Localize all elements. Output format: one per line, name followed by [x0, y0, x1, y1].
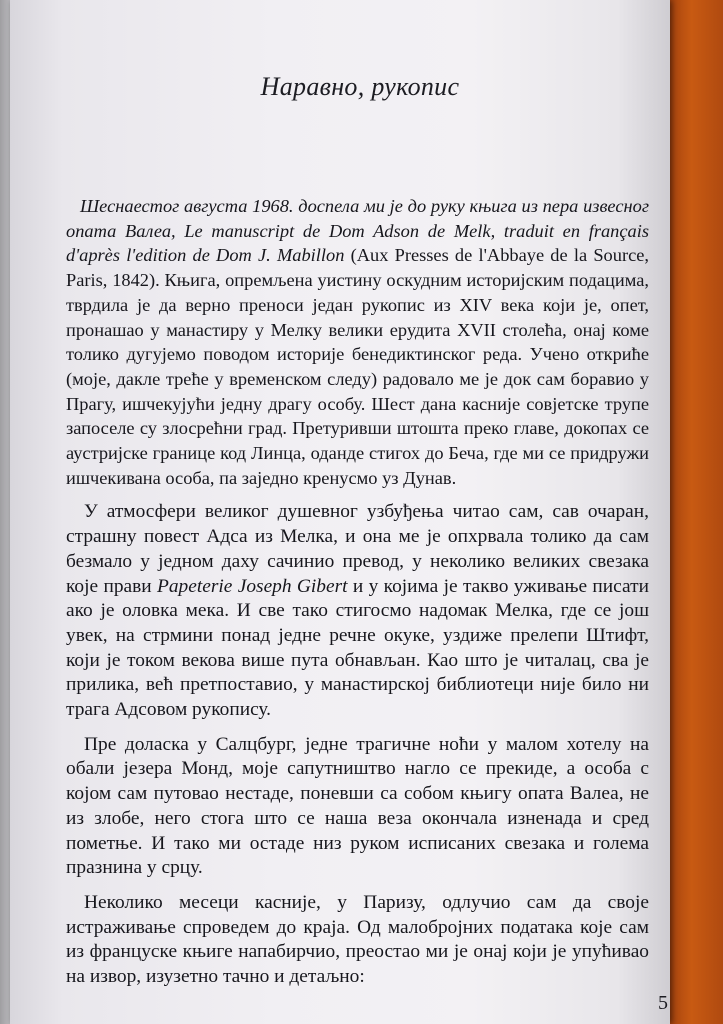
paper-brand: Papeterie Joseph Gibert: [157, 575, 348, 597]
paragraph-3: Неколико месеци касније, у Паризу, одлучио сам да своје истраживање спроведем до краја. Од малобројних података које сам из француске књиге напабирчио, преостао ми је онај који је упућивао на извор, изузетно тачно и детаљно:: [66, 891, 649, 988]
intro-italic-opening: Шеснаестог августа 1968. доспела ми је до руку: [80, 196, 465, 216]
book-title: Le manuscript de Dom Adson de Melk, traduit en français d'après l'edition de Dom J. Mabillon: [66, 220, 649, 266]
page-number: 5: [658, 992, 668, 1014]
paragraph-1: У атмосфери великог душевног узбуђења читао сам, сав очаран, страшну повест Адса из Мелка, и она ме је опхрвала толико да сам безмало у једном даху сачинио превод, у неколико великих свезака које прави Papeterie Joseph Gibert и у којима је такво уживање писати ако је оловка мека. И све тако стигосмо надомак Мелка, где се још увек, на стрмини понад једне речне окуке, уздиже прелепи Штифт, који је током векова више пута обнављан. Као што је читалац, сва је прилика, већ претпоставио, у манастирској библиотеци није било ни трага Адсовом рукопису.: [66, 501, 649, 721]
body-text: [66, 500, 649, 989]
chapter-title: Наравно, рукопис: [260, 72, 460, 101]
intro-paragraph: [66, 194, 649, 490]
book-page: [10, 0, 670, 1024]
paragraph-2: Пре доласка у Салцбург, једне трагичне ноћи у малом хотелу на обали језера Монд, моје сапутништво нагло се прекиде, а особа с којом сам путовао нестаде, поневши са собом књигу опата Валеа, не из злобе, него стога што се наша веза окончала изненада и сред пометње. И тако ми остаде низ руком исписаних свезака и голема празнина у срцу.: [66, 733, 649, 879]
page-text: [66, 194, 649, 990]
intro-italic-rest: књига из пера извесног опата Валеа,: [66, 196, 650, 241]
intro-text: (Aux Presses de l'Abbaye de la Source, Paris, 1842). Књига, опремљена уистину оскудним историјским подацима, тврдила је да верно преноси један рукопис из XIV века који је, опет, пронашао у манастиру у Мелку велики ерудита XVII столећа, онај коме толико дугујемо поводом историје бенедиктинског реда. Учено откриће (моје, дакле треће у временском следу) радовало ме је док сам боравио у Прагу, ишчекујући једну драгу особу. Шест дана касније совјетске трупе запоселе су злосрећни град. Претуривши штошта преко главе, докопах се аустријске границе код Линца, оданде стигох до Беча, где ми се придружи ишчекивана особа, па заједно кренусмо уз Дунав.: [66, 245, 649, 488]
